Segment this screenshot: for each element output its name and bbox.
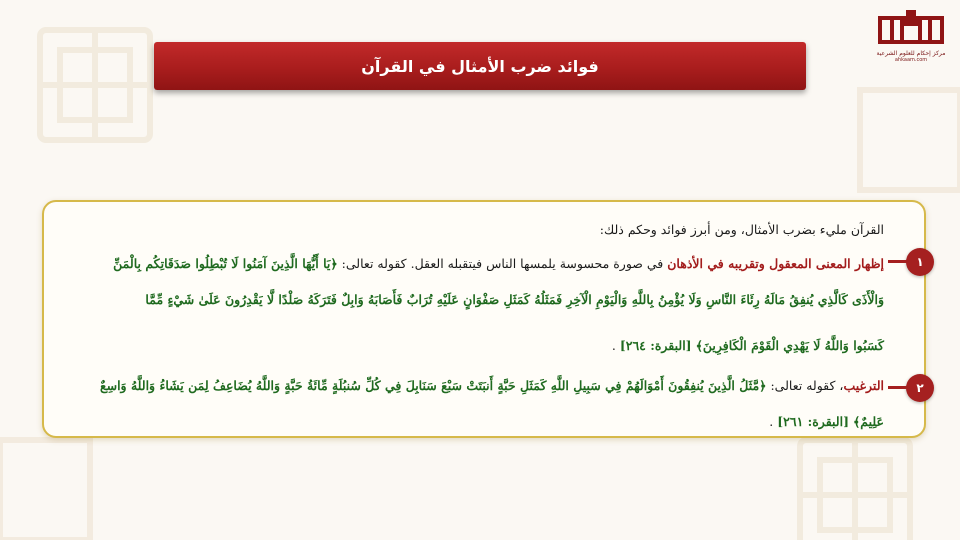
item-heading: الترغيب xyxy=(843,378,884,393)
verse-reference: [البقرة: ٢٦١] xyxy=(777,414,849,429)
logo-subtitle: مركز إحكام للعلوم الشرعية xyxy=(876,50,946,57)
item-number-badge xyxy=(906,248,934,276)
item-number: ٢ xyxy=(916,381,924,395)
verse-text: ﴿مَّثَلُ الَّذِينَ يُنفِقُونَ أَمْوَالَهُمْ فِي سَبِيلِ اللَّهِ كَمَثَلِ حَبَّةٍ أَنبَتَتْ سَبْعَ سَنَابِلَ فِي كُلِّ سُنبُلَةٍ مِّائَةُ حَبَّةٍ وَاللَّهُ يُضَاعِفُ لِمَن يَشَاءُ وَاللَّهُ وَاسِعٌ xyxy=(99,378,767,393)
content-panel xyxy=(42,200,926,438)
item-text: ، كقوله تعالى: xyxy=(766,378,844,393)
verse-text: كَسَبُوا وَاللَّهُ لَا يَهْدِي الْقَوْمَ الْكَافِرِينَ﴾ xyxy=(695,338,884,353)
item-1-line-1 xyxy=(113,256,884,271)
brand-logo xyxy=(872,8,950,68)
item-2-line-1 xyxy=(100,378,884,393)
item-2-line-2 xyxy=(769,414,884,429)
item-number: ١ xyxy=(916,255,924,269)
item-text: في صورة محسوسة يلمسها الناس فيتقبله العقل. كقوله تعالى: xyxy=(337,256,668,271)
intro-line xyxy=(600,222,884,237)
verse-text: ﴿يَا أَيُّهَا الَّذِينَ آمَنُوا لَا تُبْطِلُوا صَدَقَاتِكُم بِالْمَنِّ xyxy=(113,256,338,271)
verse-reference: [البقرة: ٢٦٤] xyxy=(619,338,692,353)
title-banner xyxy=(154,42,806,90)
logo-url: ahkaam.com xyxy=(894,57,928,63)
item-1-line-2 xyxy=(145,292,884,307)
item-1-line-3 xyxy=(612,338,884,353)
sentence-end: . xyxy=(769,414,778,429)
verse-text: عَلِيمٌ﴾ xyxy=(852,414,884,429)
logo-emblem-icon xyxy=(876,8,946,50)
intro-text: القرآن مليء بضرب الأمثال، ومن أبرز فوائد وحكم ذلك: xyxy=(599,222,884,237)
item-number-badge xyxy=(906,374,934,402)
verse-text: وَالْأَذَى كَالَّذِي يُنفِقُ مَالَهُ رِئَاءَ النَّاسِ وَلَا يُؤْمِنُ بِاللَّهِ وَالْيَوْمِ الْآخِرِ فَمَثَلُهُ كَمَثَلِ صَفْوَانٍ عَلَيْهِ تُرَابٌ فَأَصَابَهُ وَابِلٌ فَتَرَكَهُ صَلْدًا لَّا يَقْدِرُونَ عَلَىٰ شَيْءٍ مِّمَّا xyxy=(145,292,884,307)
item-heading: إظهار المعنى المعقول وتقريبه في الأذهان xyxy=(667,256,884,271)
page-title: فوائد ضرب الأمثال في القرآن xyxy=(361,56,599,76)
sentence-end: . xyxy=(611,338,620,353)
